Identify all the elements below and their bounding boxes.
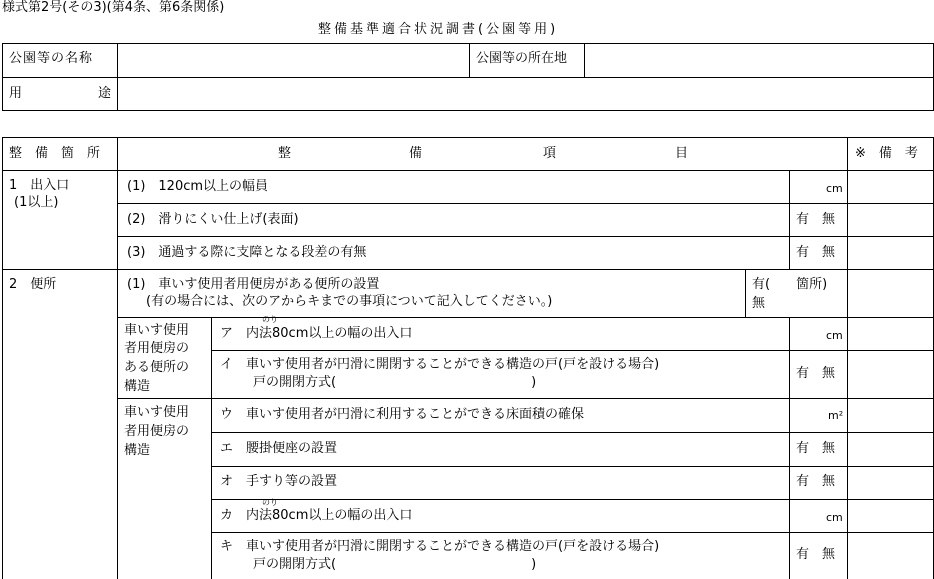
park-name-field[interactable]	[118, 44, 468, 76]
info-table-border-left	[2, 43, 3, 111]
row-line	[211, 350, 934, 351]
form-number: 様式第2号(その3)(第4条、第6条関係)	[2, 0, 225, 15]
header-row-bottom	[2, 170, 934, 171]
group-a-label-line: 者用便房の	[124, 341, 190, 356]
use-label-start: 用	[9, 86, 23, 101]
item-i-value[interactable]: 有 無	[796, 366, 836, 381]
group-a-label-line: ある便所の	[124, 360, 190, 375]
ruby-nori: のり	[262, 315, 278, 324]
item-a	[220, 326, 412, 342]
row-line	[211, 432, 934, 433]
item-ki-line2: 戸の開閉方式( )	[253, 557, 537, 572]
entrance-step-value[interactable]: 有 無	[796, 245, 836, 260]
item-ka-unit: cm	[826, 511, 843, 524]
item-ki-line1: キ 車いす使用者が円滑に開閉することができる構造の戸(戸を設ける場合)	[220, 539, 660, 554]
main-table-border-top	[2, 137, 934, 138]
group-column-divider	[211, 317, 212, 579]
item-a-text: 法80cm以上の幅の出入口	[259, 326, 413, 341]
entrance-surface-value[interactable]: 有 無	[796, 212, 836, 227]
item-e-value[interactable]: 有 無	[796, 441, 836, 456]
item-u: ウ 車いす使用者が円滑に利用することができる床面積の確保	[220, 407, 585, 422]
group-b-label-line: 構造	[124, 443, 151, 458]
item-a-prefix: ア 内	[220, 326, 260, 341]
row-line	[117, 236, 934, 237]
group-b-label-line: 者用便房の	[124, 424, 190, 439]
value-column-divider	[789, 317, 790, 579]
ruby-nori: のり	[262, 498, 278, 507]
item-ka	[220, 508, 412, 524]
park-name-label: 公園等の名称	[9, 51, 94, 66]
item-i-line1: イ 車いす使用者が円滑に開閉することができる構造の戸(戸を設ける場合)	[220, 357, 660, 372]
item-ka-prefix: カ 内	[220, 508, 260, 523]
section-divider	[2, 269, 934, 270]
section-entrance-label: 1 出入口	[9, 178, 70, 193]
use-field[interactable]	[118, 78, 932, 109]
header-item-char: 整	[278, 146, 292, 161]
section-toilet-label: 2 便所	[9, 277, 57, 292]
item-u-unit: m²	[828, 409, 844, 422]
place-column-divider	[117, 137, 118, 579]
row-line	[211, 466, 934, 467]
value-column-divider	[789, 170, 790, 269]
item-i-line2: 戸の開閉方式( )	[253, 375, 537, 390]
entrance-surface-item: (2) 滑りにくい仕上げ(表面)	[127, 212, 299, 227]
row-line	[117, 203, 934, 204]
toilet-installation-item: (1) 車いす使用者用便房がある便所の設置	[127, 277, 380, 292]
group-a-label-line: 構造	[124, 379, 151, 394]
row-line	[211, 532, 934, 533]
item-e: エ 腰掛便座の設置	[220, 441, 338, 456]
item-o-value[interactable]: 有 無	[796, 474, 836, 489]
document-title: 整備基準適合状況調書(公園等用)	[318, 22, 559, 37]
info-table-border-bottom	[2, 110, 934, 111]
item-a-unit: cm	[826, 329, 843, 342]
group-a-label-line: 車いす使用	[124, 323, 190, 338]
group-divider	[117, 398, 934, 399]
section-entrance-sublabel: (1以上)	[14, 195, 59, 210]
park-location-field[interactable]	[585, 44, 932, 76]
header-place: 整 備 箇 所	[9, 146, 101, 161]
use-label-end: 途	[98, 86, 112, 101]
remarks-column-divider	[847, 137, 848, 579]
info-table-mid-divider	[469, 43, 470, 77]
header-remarks: ※ 備 考	[855, 146, 918, 161]
entrance-width-item: (1) 120cm以上の幅員	[127, 179, 269, 194]
header-item-char: 項	[543, 146, 557, 161]
entrance-width-unit: cm	[826, 182, 843, 195]
header-item-char: 備	[409, 146, 423, 161]
toilet-installation-count[interactable]: 有( 箇所)	[752, 277, 828, 292]
main-table-border-left	[2, 137, 3, 579]
toilet-value-divider	[745, 269, 746, 317]
park-location-label: 公園等の所在地	[476, 51, 568, 66]
item-ka-text: 法80cm以上の幅の出入口	[259, 508, 413, 523]
group-b-label-line: 車いす使用	[124, 405, 190, 420]
entrance-step-item: (3) 通過する際に支障となる段差の有無	[127, 245, 367, 260]
header-item-char: 目	[675, 146, 689, 161]
toilet-installation-note: (有の場合には、次のアからキまでの事項について記入してください。)	[146, 294, 553, 309]
row-line	[211, 499, 934, 500]
item-o: オ 手すり等の設置	[220, 474, 338, 489]
row-line	[117, 317, 934, 318]
toilet-installation-none[interactable]: 無	[752, 296, 766, 311]
item-ki-value[interactable]: 有 無	[796, 547, 836, 562]
